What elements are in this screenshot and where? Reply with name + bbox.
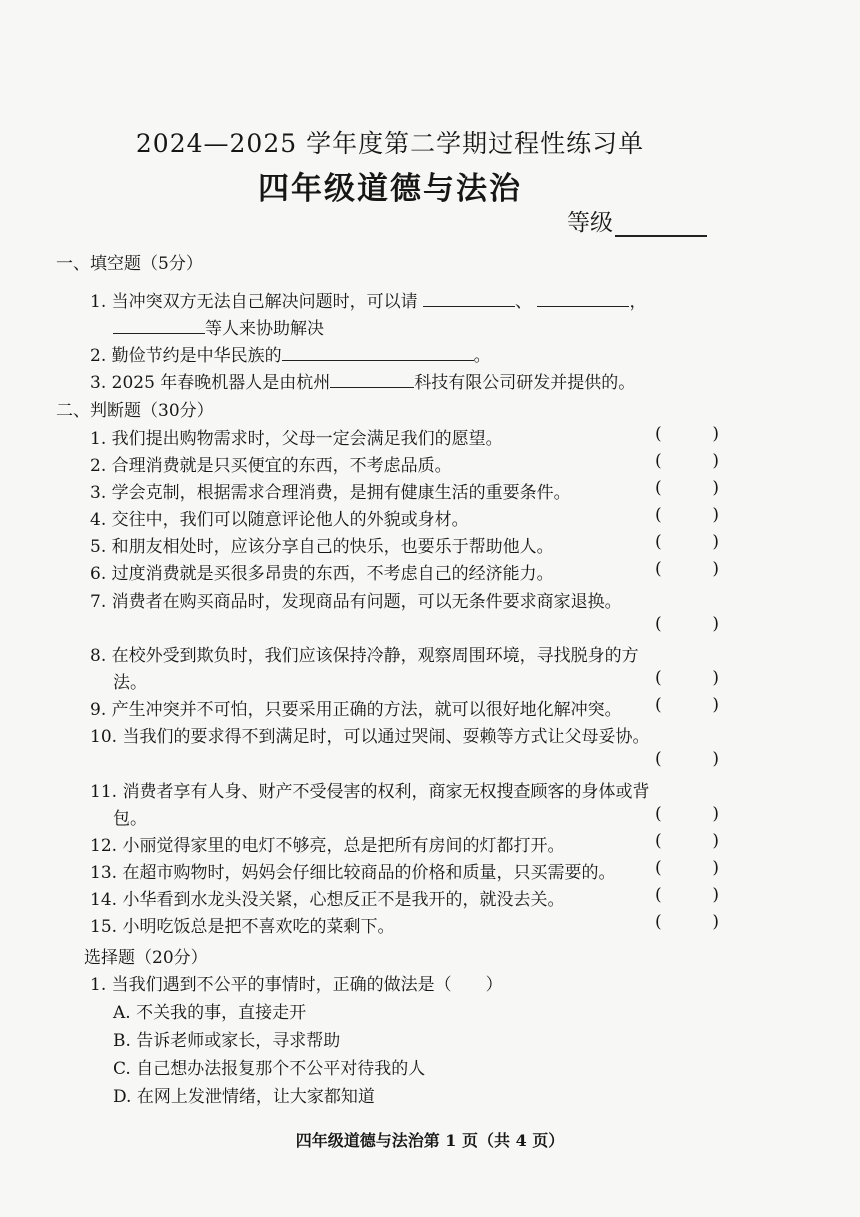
answer-blank xyxy=(113,317,205,334)
tf-question-7: 7. 消费者在购买商品时，发现商品有问题，可以无条件要求商家退换。 xyxy=(90,592,622,612)
tf-question-11-cont: 包。 xyxy=(113,809,147,829)
question-number: 1. xyxy=(90,975,107,995)
answer-parentheses: ( ) xyxy=(655,559,719,579)
tf-question-3: 3. 学会克制，根据需求合理消费，是拥有健康生活的重要条件。 xyxy=(90,483,571,503)
answer-parentheses: ( ) xyxy=(655,858,719,878)
tf-question-8: 8. 在校外受到欺负时，我们应该保持冷静，观察周围环境，寻找脱身的方 xyxy=(90,646,639,666)
tf-question-9: 9. 产生冲突并不可怕，只要采用正确的方法，就可以很好地化解冲突。 xyxy=(90,700,622,720)
grade-label: 等级 xyxy=(567,210,613,236)
answer-parentheses: ( ) xyxy=(655,749,719,769)
section-multiple-choice-heading: 选择题（20分） xyxy=(84,948,208,968)
question-text: 科技有限公司研发并提供的。 xyxy=(414,373,636,393)
answer-parentheses: ( ) xyxy=(655,912,719,932)
answer-parentheses: ( ) xyxy=(655,695,719,715)
tf-question-10: 10. 当我们的要求得不到满足时，可以通过哭闹、耍赖等方式让父母妥协。 xyxy=(90,727,650,747)
mc-option-b: B. 告诉老师或家长，寻求帮助 xyxy=(113,1031,341,1051)
question-number: 3. xyxy=(90,373,107,393)
answer-blank xyxy=(330,371,414,388)
separator: ， xyxy=(629,292,647,312)
tf-question-13: 13. 在超市购物时，妈妈会仔细比较商品的价格和质量，只买需要的。 xyxy=(90,863,616,883)
answer-blank xyxy=(282,344,474,361)
tf-question-6: 6. 过度消费就是买很多昂贵的东西，不考虑自己的经济能力。 xyxy=(90,564,554,584)
tf-question-4: 4. 交往中，我们可以随意评论他人的外貌或身材。 xyxy=(90,510,469,530)
fill-question-1-cont xyxy=(113,314,324,339)
section-true-false-heading: 二、判断题（30分） xyxy=(56,401,214,421)
fill-question-1 xyxy=(90,287,646,312)
mc-option-c: C. 自己想办法报复那个不公平对待我的人 xyxy=(113,1059,426,1079)
separator: 、 xyxy=(515,292,533,312)
mc-option-a: A. 不关我的事，直接走开 xyxy=(113,1003,307,1023)
answer-parentheses: ( ) xyxy=(655,614,719,634)
answer-parentheses: ( ) xyxy=(655,804,719,824)
tf-question-12: 12. 小丽觉得家里的电灯不够亮，总是把所有房间的灯都打开。 xyxy=(90,836,565,856)
answer-parentheses: ( ) xyxy=(655,451,719,471)
question-number: 2. xyxy=(90,346,107,366)
tf-question-15: 15. 小明吃饭总是把不喜欢吃的菜剩下。 xyxy=(90,917,395,937)
question-text: 。 xyxy=(473,346,491,366)
tf-question-8-cont: 法。 xyxy=(113,673,147,693)
tf-question-11: 11. 消费者享有人身、财产不受侵害的权利，商家无权搜查顾客的身体或背 xyxy=(90,782,650,802)
answer-parentheses: ( ) xyxy=(655,668,719,688)
grade-blank xyxy=(615,215,707,237)
worksheet-title: 2024—2025 学年度第二学期过程性练习单 xyxy=(135,129,645,158)
fill-question-3 xyxy=(90,368,635,393)
answer-parentheses: ( ) xyxy=(655,505,719,525)
grade-field xyxy=(567,204,707,237)
tf-question-14: 14. 小华看到水龙头没关紧，心想反正不是我开的，就没去关。 xyxy=(90,890,565,910)
fill-question-2 xyxy=(90,341,491,366)
worksheet-subtitle: 四年级道德与法治 xyxy=(258,171,522,207)
question-text: 勤俭节约是中华民族的 xyxy=(111,346,282,366)
question-number: 1. xyxy=(90,292,107,312)
page-footer: 四年级道德与法治第 1 页（共 4 页） xyxy=(295,1131,565,1150)
answer-blank xyxy=(423,290,515,307)
question-text: 2025 年春晚机器人是由杭州 xyxy=(111,373,331,393)
mc-option-d: D. 在网上发泄情绪，让大家都知道 xyxy=(113,1087,375,1107)
tf-question-5: 5. 和朋友相处时，应该分享自己的快乐，也要乐于帮助他人。 xyxy=(90,537,554,557)
answer-blank xyxy=(537,290,629,307)
answer-parentheses: ( ) xyxy=(655,532,719,552)
answer-parentheses: ( ) xyxy=(655,885,719,905)
mc-question-1 xyxy=(90,970,503,995)
tf-question-1: 1. 我们提出购物需求时，父母一定会满足我们的愿望。 xyxy=(90,429,503,449)
question-text: 当冲突双方无法自己解决问题时，可以请 xyxy=(111,292,418,312)
tf-question-2: 2. 合理消费就是只买便宜的东西，不考虑品质。 xyxy=(90,456,452,476)
section-fill-blank-heading: 一、填空题（5分） xyxy=(56,254,203,274)
answer-parentheses: ( ) xyxy=(655,478,719,498)
question-text: 当我们遇到不公平的事情时，正确的做法是（ ） xyxy=(111,975,503,995)
answer-parentheses: ( ) xyxy=(655,831,719,851)
question-text: 等人来协助解决 xyxy=(205,319,324,339)
answer-parentheses: ( ) xyxy=(655,424,719,444)
